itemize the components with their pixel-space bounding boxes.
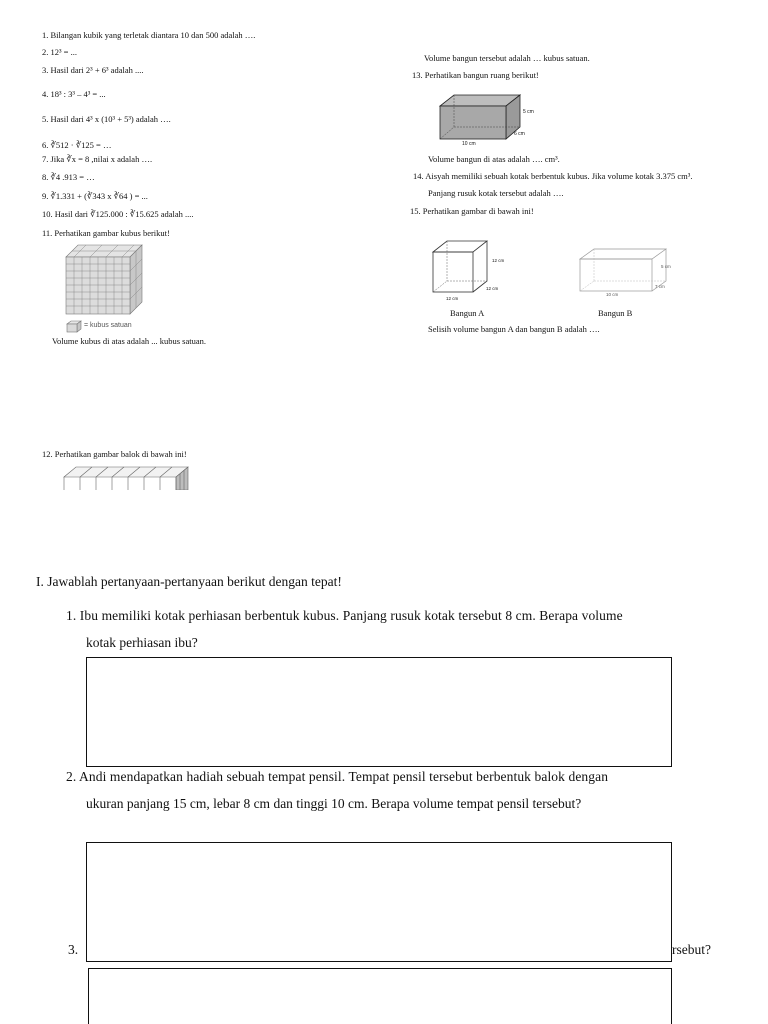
label-bangun-a: Bangun A bbox=[450, 308, 485, 318]
question-3: 3. Hasil dari 2³ + 6³ adalah .... bbox=[42, 65, 144, 75]
question-8: 8. ∛4 .913 = … bbox=[42, 172, 95, 182]
question-9: 9. ∛1.331 + (∛343 x ∛64 ) = ... bbox=[42, 191, 148, 201]
unit-cube-icon bbox=[66, 320, 82, 333]
cuboid-13-length-label: 10 cm bbox=[462, 141, 476, 147]
cuboid-13-height-label: 5 cm bbox=[523, 109, 534, 115]
question-15: 15. Perhatikan gambar di bawah ini! bbox=[410, 206, 534, 216]
cuboid-b-length-label: 10 cm bbox=[606, 292, 619, 297]
question-1: 1. Bilangan kubik yang terletak diantara 10 dan 500 adalah …. bbox=[42, 30, 256, 40]
essay-question-3-number: 3. bbox=[68, 942, 79, 957]
cuboid-b-figure bbox=[574, 246, 684, 302]
question-12: 12. Perhatikan gambar balok di bawah ini! bbox=[42, 449, 187, 459]
essay-question-2-line-1: 2. Andi mendapatkan hadiah sebuah tempat pensil. Tempat pensil tersebut berbentuk balok dengan bbox=[66, 769, 609, 784]
question-15-answer: Selisih volume bangun A dan bangun B adalah …. bbox=[428, 324, 600, 334]
cube-a-height-label: 12 cm bbox=[492, 258, 505, 263]
answer-box-3[interactable] bbox=[88, 968, 672, 1024]
question-11: 11. Perhatikan gambar kubus berikut! bbox=[42, 228, 170, 238]
question-7: 7. Jika ∛x = 8 ,nilai x adalah …. bbox=[42, 154, 153, 164]
cuboid-b-height-label: 5 cm bbox=[661, 264, 671, 269]
essay-question-3-tail: rsebut? bbox=[672, 942, 711, 957]
unit-cube-figure bbox=[62, 242, 152, 318]
answer-box-1[interactable] bbox=[86, 657, 672, 767]
cuboid-b-width-label: 7 cm bbox=[655, 284, 665, 289]
cube-a-depth-label: 12 cm bbox=[486, 286, 499, 291]
question-6: 6. ∛512 · ∛125 = … bbox=[42, 140, 112, 150]
question-14-line-2: Panjang rusuk kotak tersebut adalah …. bbox=[428, 188, 564, 198]
essay-question-1-line-2: kotak perhiasan ibu? bbox=[86, 635, 198, 650]
cuboid-13-figure bbox=[436, 92, 536, 148]
unit-cube-legend: = kubus satuan bbox=[84, 322, 132, 329]
essay-heading: I. Jawablah pertanyaan-pertanyaan berikut dengan tepat! bbox=[36, 574, 342, 589]
answer-box-2[interactable] bbox=[86, 842, 672, 962]
question-11-answer: Volume kubus di atas adalah ... kubus satuan. bbox=[52, 336, 207, 346]
essay-question-1-line-1: 1. Ibu memiliki kotak perhiasan berbentuk kubus. Panjang rusuk kotak tersebut 8 cm. Berapa volume bbox=[66, 608, 623, 623]
question-12-answer: Volume bangun tersebut adalah … kubus satuan. bbox=[424, 53, 590, 63]
cuboid-unit-figure bbox=[62, 465, 192, 490]
question-5: 5. Hasil dari 4³ x (10³ + 5³) adalah …. bbox=[42, 114, 171, 124]
question-13-answer: Volume bangun di atas adalah …. cm³. bbox=[428, 154, 560, 164]
question-4: 4. 18³ : 3³ – 4³ = ... bbox=[42, 89, 106, 99]
question-2: 2. 12³ = ... bbox=[42, 47, 77, 57]
label-bangun-b: Bangun B bbox=[598, 308, 633, 318]
question-14: 14. Aisyah memiliki sebuah kotak berbentuk kubus. Jika volume kotak 3.375 cm³. bbox=[413, 171, 693, 181]
question-13: 13. Perhatikan bangun ruang berikut! bbox=[412, 70, 539, 80]
essay-question-2-line-2: ukuran panjang 15 cm, lebar 8 cm dan tinggi 10 cm. Berapa volume tempat pensil tersebut? bbox=[86, 796, 582, 811]
cuboid-13-width-label: 6 cm bbox=[514, 131, 525, 137]
question-10: 10. Hasil dari ∛125.000 : ∛15.625 adalah .... bbox=[42, 209, 194, 219]
cube-a-length-label: 12 cm bbox=[446, 296, 459, 301]
